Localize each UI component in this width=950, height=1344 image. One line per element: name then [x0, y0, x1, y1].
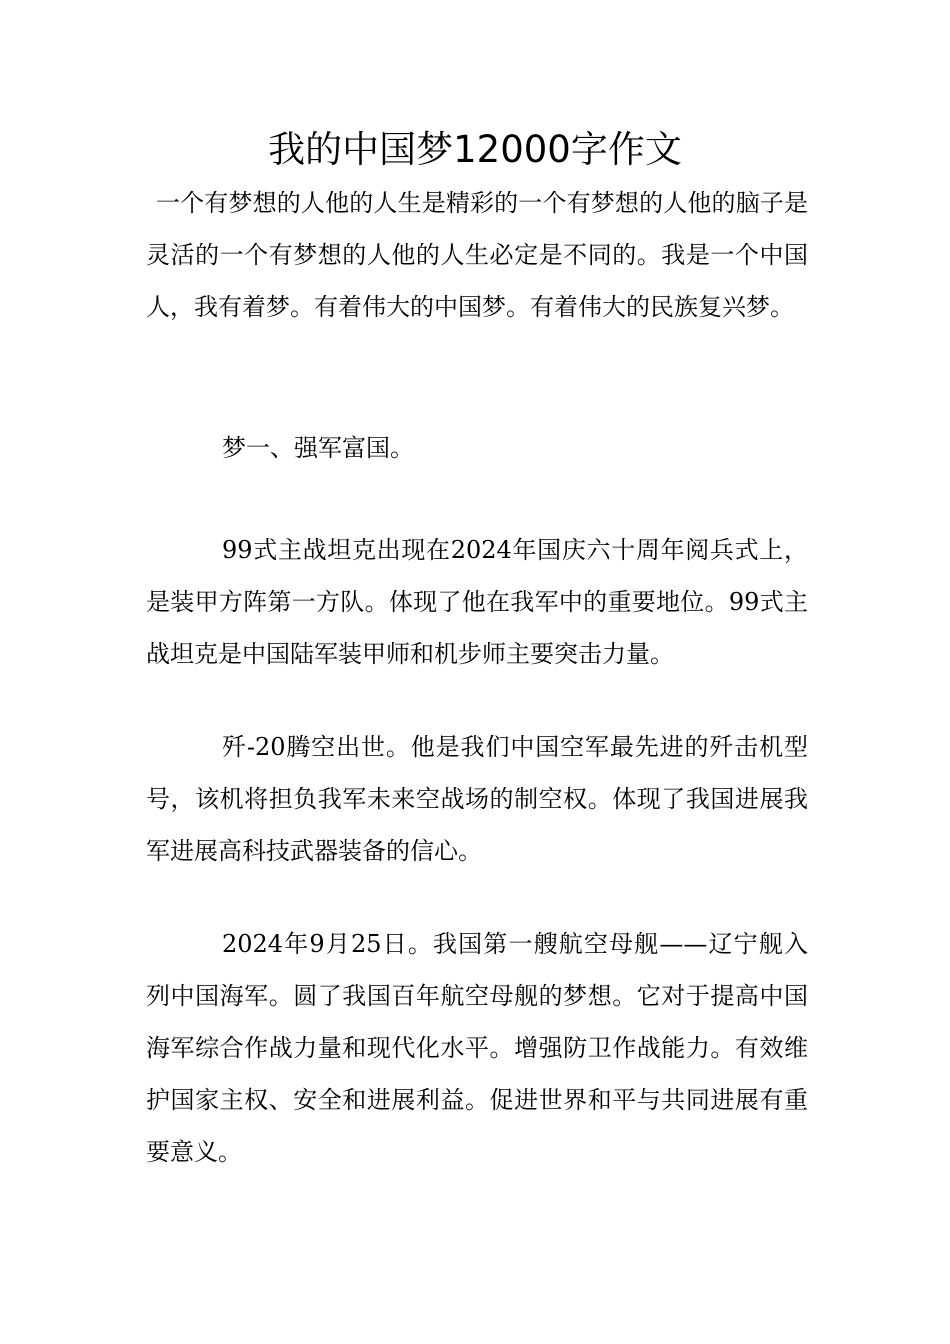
section-heading: 梦一、强军富国。 — [222, 434, 414, 462]
document-title: 我的中国梦12000字作文 — [268, 128, 682, 171]
intro-paragraph: 一个有梦想的人他的人生是精彩的一个有梦想的人他的脑子是灵活的一个有梦想的人他的人生必定是不同的。我是一个中国人，我有着梦。有着伟大的中国梦。有着伟大的民族复兴梦。 — [146, 189, 808, 321]
carrier-paragraph: 2024年9月25日。我国第一艘航空母舰——辽宁舰入列中国海军。圆了我国百年航空母舰的梦想。它对于提高中国海军综合作战力量和现代化水平。增强防卫作战能力。有效维护国家主权、安全和进展利益。促进世界和平与共同进展有重要意义。 — [146, 930, 808, 1166]
tank-paragraph: 99式主战坦克出现在2024年国庆六十周年阅兵式上，是装甲方阵第一方队。体现了他在我军中的重要地位。99式主战坦克是中国陆军装甲师和机步师主要突击力量。 — [146, 536, 808, 668]
j20-paragraph: 歼-20腾空出世。他是我们中国空军最先进的歼击机型号，该机将担负我军未来空战场的制空权。体现了我国进展我军进展高科技武器装备的信心。 — [146, 733, 808, 865]
